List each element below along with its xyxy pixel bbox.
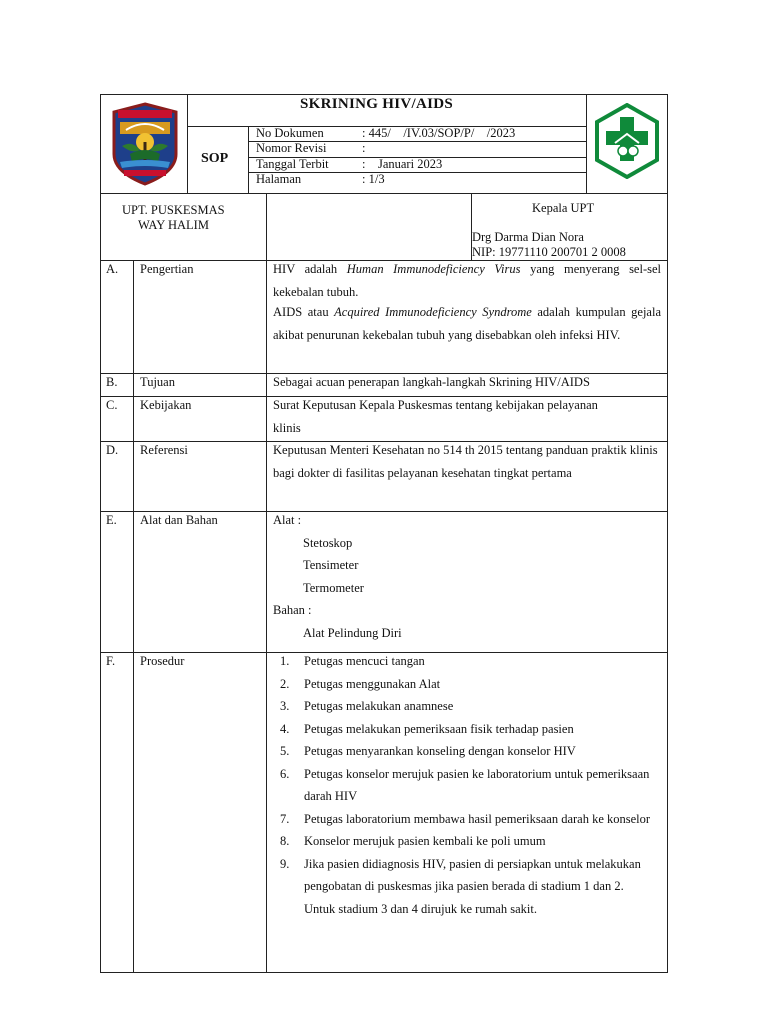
- document-title: SKRINING HIV/AIDS: [300, 96, 454, 112]
- alat-item-tensimeter: Tensimeter: [303, 558, 359, 572]
- section-b-letter: B.: [106, 375, 118, 389]
- section-d-letter: D.: [106, 443, 119, 457]
- meta-label-no-dokumen: No Dokumen: [256, 126, 324, 140]
- col-divider-label: [266, 260, 267, 973]
- procedure-step: [270, 808, 655, 831]
- section-d-text: Keputusan Menteri Kesehatan no 514 th 2015 tentang panduan praktik klinis bagi dokter di fasilitas pelayanan kesehatan tingkat pertama: [273, 443, 658, 480]
- procedure-step: [270, 763, 655, 808]
- step-text: Petugas menyarankan konseling dengan konselor HIV: [304, 744, 576, 758]
- step-number: 5.: [280, 744, 290, 758]
- step-number: 9.: [280, 856, 290, 871]
- head-nip: NIP: 19771110 200701 2 0008: [472, 245, 626, 259]
- signature-divider-1: [266, 193, 267, 261]
- meta-value-halaman: : 1/3: [362, 172, 385, 186]
- step-number: 3.: [280, 699, 290, 713]
- regional-emblem-logo: [108, 102, 182, 186]
- header-divider-right: [586, 94, 587, 194]
- step-text: Jika pasien didiagnosis HIV, pasien di persiapkan untuk melakukan pengobatan di puskesmas jika pasien berada di stadium 1 dan 2. Untuk stadium 3 dan 4 dirujuk ke rumah sakit.: [304, 856, 641, 916]
- bahan-label: Bahan :: [273, 603, 312, 617]
- section-a-label: Pengertian: [140, 262, 194, 276]
- step-number: 4.: [280, 721, 290, 736]
- procedure-step: [270, 673, 655, 696]
- section-c-text: Surat Keputusan Kepala Puskesmas tentang kebijakan pelayanan klinis: [273, 398, 598, 435]
- meta-label-tanggal-terbit: Tanggal Terbit: [256, 157, 329, 171]
- step-number: 6.: [280, 766, 290, 781]
- procedure-step: [270, 830, 655, 853]
- sop-divider: [248, 126, 249, 194]
- bahan-item-apd: Alat Pelindung Diri: [303, 625, 402, 640]
- row-line-a-b: [100, 373, 668, 374]
- procedure-list: [270, 650, 655, 920]
- sop-label: SOP: [201, 151, 229, 166]
- meta-value-nomor-revisi: :: [362, 141, 366, 155]
- head-name: Drg Darma Dian Nora: [472, 230, 584, 244]
- section-e-letter: E.: [106, 513, 117, 527]
- section-e-label: Alat dan Bahan: [140, 513, 218, 527]
- section-a-p1-post: yang menyerang sel-sel kekebalan tubuh.: [273, 262, 662, 299]
- puskesmas-logo: [593, 103, 661, 179]
- section-a-p2-pre: AIDS atau: [273, 305, 335, 319]
- step-text: Petugas menggunakan Alat: [304, 676, 441, 691]
- procedure-step: [270, 718, 655, 741]
- procedure-step: [270, 853, 655, 921]
- step-number: 2.: [280, 676, 290, 691]
- section-c-label: Kebijakan: [140, 398, 192, 412]
- meta-label-halaman: Halaman: [256, 172, 302, 186]
- org-name-line-1: UPT. PUSKESMAS: [122, 203, 225, 217]
- section-f-label: Prosedur: [140, 654, 185, 668]
- meta-label-nomor-revisi: Nomor Revisi: [256, 141, 327, 155]
- col-divider-letter: [133, 260, 134, 973]
- step-number: 8.: [280, 834, 290, 848]
- step-text: Petugas mencuci tangan: [304, 654, 425, 668]
- section-a-p2-post: adalah kumpulan gejala akibat penurunan kekebalan tubuh yang disebabkan oleh infeksi HIV.: [273, 305, 661, 342]
- section-a-letter: A.: [106, 262, 119, 276]
- step-number: 7.: [280, 811, 290, 826]
- section-b-label: Tujuan: [140, 375, 175, 389]
- section-b-text: Sebagai acuan penerapan langkah-langkah Skrining HIV/AIDS: [273, 375, 590, 389]
- section-a-p1-italic: Human Immunodeficiency Virus: [346, 262, 521, 276]
- step-text: Konselor merujuk pasien kembali ke poli umum: [304, 834, 546, 848]
- step-text: Petugas melakukan anamnese: [304, 699, 454, 713]
- alat-label: Alat :: [273, 513, 302, 527]
- step-text: Petugas melakukan pemeriksaan fisik terhadap pasien: [304, 721, 574, 736]
- section-e-content: [273, 509, 653, 644]
- step-text: Petugas konselor merujuk pasien ke laboratorium untuk pemeriksaan darah HIV: [304, 766, 650, 803]
- procedure-step: [270, 695, 655, 718]
- head-title: Kepala UPT: [532, 201, 595, 215]
- org-name-line-2: WAY HALIM: [138, 218, 209, 232]
- procedure-step: [270, 650, 655, 673]
- meta-value-tanggal-terbit: : Januari 2023: [362, 157, 443, 171]
- section-a-p2-italic: Acquired Immunodeficiency Syndrome: [334, 305, 532, 319]
- section-f-letter: F.: [106, 654, 116, 668]
- step-text: Petugas laboratorium membawa hasil pemeriksaan darah ke konselor: [304, 811, 651, 826]
- alat-item-stetoskop: Stetoskop: [303, 535, 353, 550]
- section-a-p1-pre: HIV adalah: [273, 262, 347, 276]
- meta-value-no-dokumen: : 445/ /IV.03/SOP/P/ /2023: [362, 126, 516, 140]
- header-divider-left: [187, 94, 188, 194]
- procedure-step: [270, 740, 655, 763]
- alat-item-termometer: Termometer: [303, 580, 364, 595]
- section-a-paragraph-2: [273, 301, 661, 346]
- section-a-paragraph-1: [273, 258, 661, 303]
- section-d-label: Referensi: [140, 443, 188, 457]
- step-number: 1.: [280, 654, 290, 668]
- section-c-letter: C.: [106, 398, 118, 412]
